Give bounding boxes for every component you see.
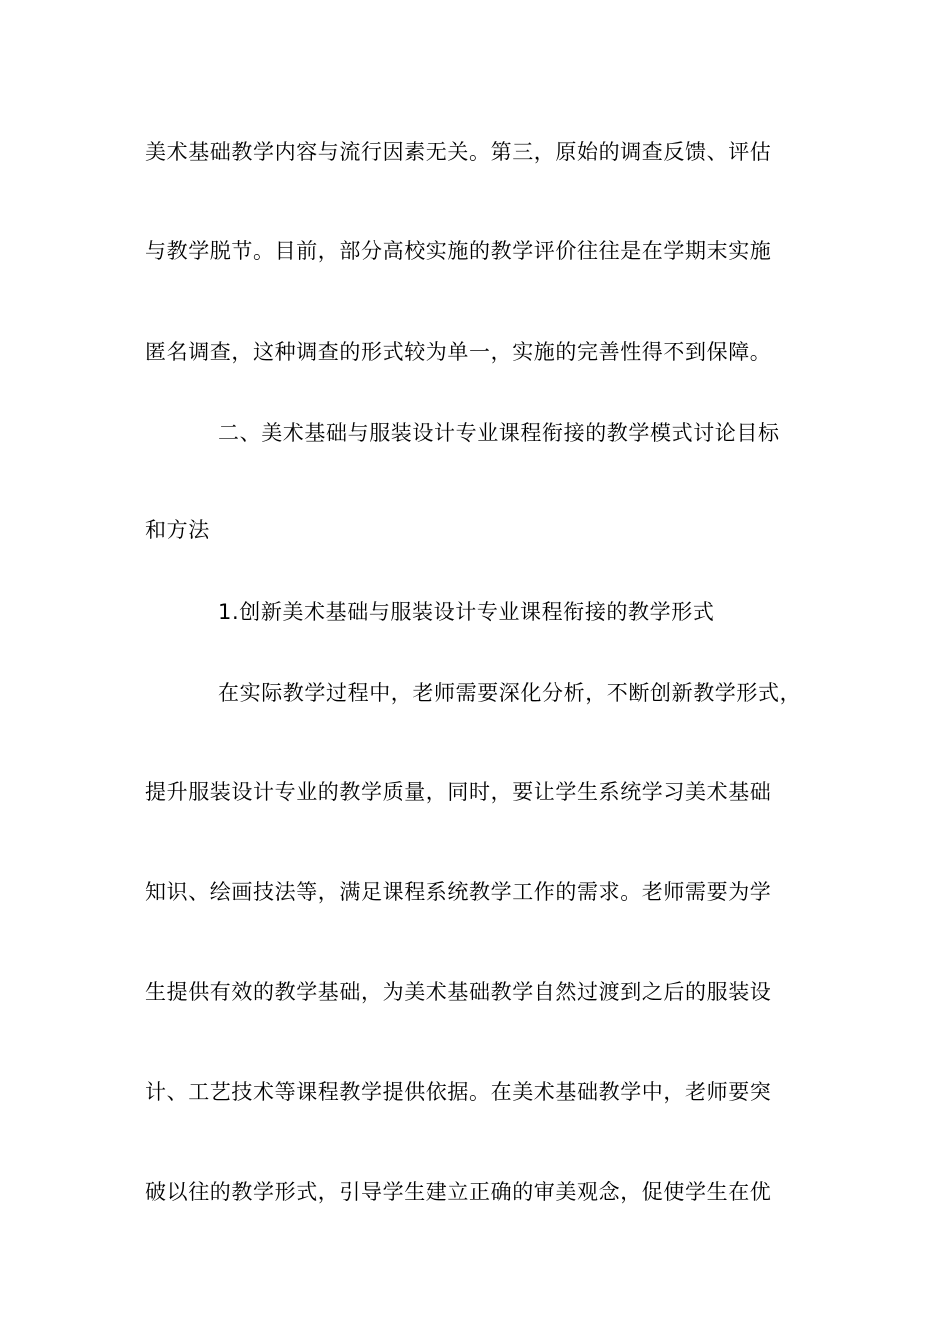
paragraph-line: 计、工艺技术等课程教学提供依据。在美术基础教学中，老师要突 [145, 1080, 772, 1104]
paragraph-line: 破以往的教学形式，引导学生建立正确的审美观念，促使学生在优 [145, 1180, 772, 1204]
paragraph-line: 提升服装设计专业的教学质量，同时，要让学生系统学习美术基础 [145, 780, 772, 804]
paragraph-line: 生提供有效的教学基础，为美术基础教学自然过渡到之后的服装设 [145, 980, 772, 1004]
subsection-heading: 1.创新美术基础与服装设计专业课程衔接的教学形式 [218, 600, 715, 624]
paragraph-line: 在实际教学过程中，老师需要深化分析，不断创新教学形式， [218, 681, 802, 705]
section-heading-line: 二、美术基础与服装设计专业课程衔接的教学模式讨论目标 [218, 421, 780, 445]
paragraph-line: 匿名调查，这种调查的形式较为单一，实施的完善性得不到保障。 [145, 340, 772, 364]
paragraph-line: 与教学脱节。目前，部分高校实施的教学评价往往是在学期末实施 [145, 239, 772, 263]
paragraph-line: 知识、绘画技法等，满足课程系统教学工作的需求。老师需要为学 [145, 880, 772, 904]
paragraph-line: 美术基础教学内容与流行因素无关。第三，原始的调查反馈、评估 [145, 140, 772, 164]
section-heading-line: 和方法 [145, 518, 210, 542]
